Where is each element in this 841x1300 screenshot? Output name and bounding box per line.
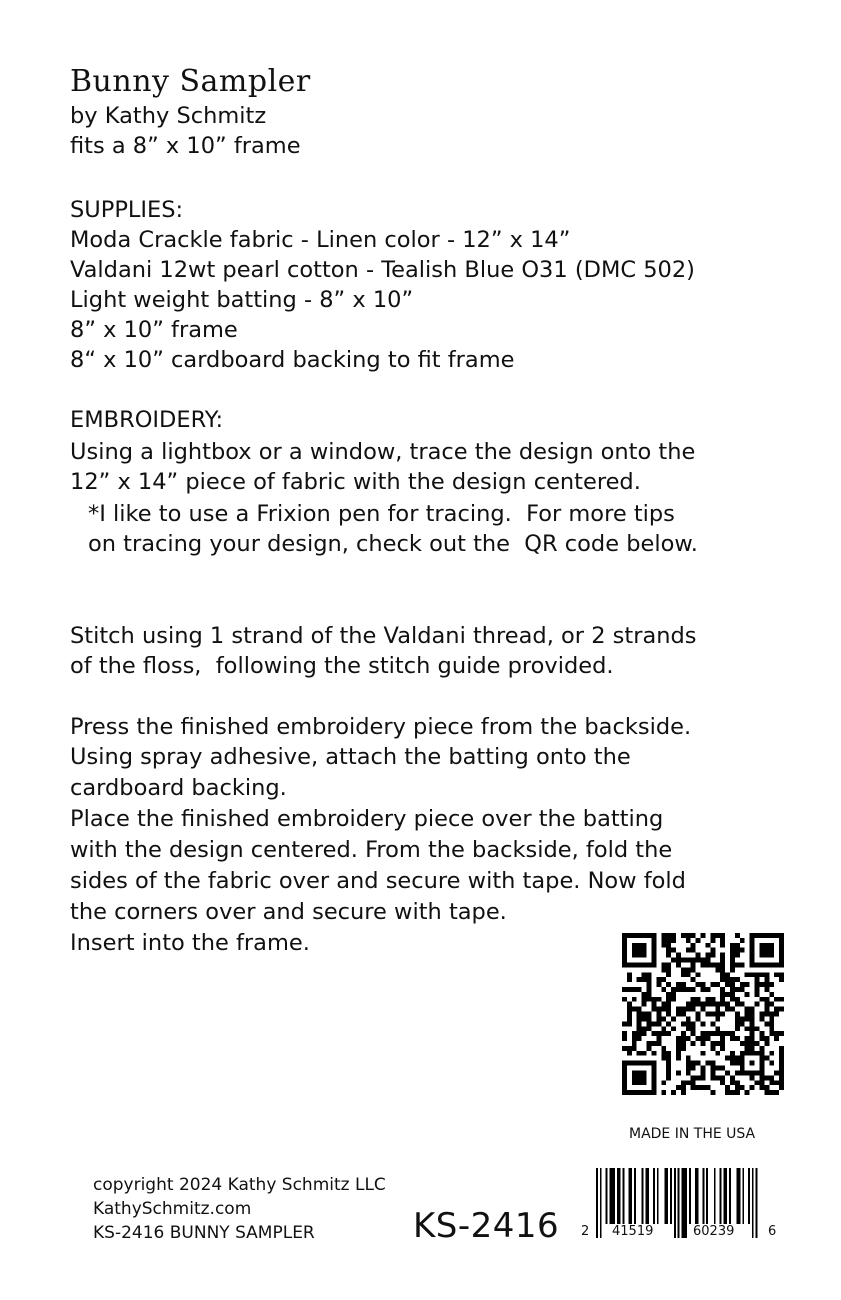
barcode-lead-digit: 2 — [581, 1224, 590, 1239]
page-title: Bunny Sampler — [70, 64, 311, 99]
copyright-line: copyright 2024 Kathy Schmitz LLC — [93, 1175, 386, 1195]
finish-line: cardboard backing. — [70, 775, 287, 801]
instruction-line: Using a lightbox or a window, trace the design onto the — [70, 439, 696, 465]
finish-line: the corners over and secure with tape. — [70, 899, 507, 925]
product-line: KS-2416 BUNNY SAMPLER — [93, 1223, 315, 1243]
barcode-group-2: 60239 — [693, 1224, 735, 1239]
website-line: KathySchmitz.com — [93, 1199, 252, 1219]
frame-size-line: fits a 8” x 10” frame — [70, 133, 301, 159]
tip-line: on tracing your design, check out the QR code below. — [88, 531, 698, 557]
finish-line: Using spray adhesive, attach the batting onto the — [70, 744, 631, 770]
finish-line: Press the finished embroidery piece from the backside. — [70, 714, 692, 740]
sku-label: KS-2416 — [413, 1206, 560, 1246]
supply-item: Moda Crackle fabric - Linen color - 12” x 14” — [70, 227, 571, 253]
finish-line: with the design centered. From the backside, fold the — [70, 837, 673, 863]
supply-item: 8” x 10” frame — [70, 317, 238, 343]
supply-item: Light weight batting - 8” x 10” — [70, 287, 414, 313]
barcode-check-digit: 6 — [768, 1224, 777, 1239]
author-line: by Kathy Schmitz — [70, 103, 267, 129]
instruction-line: 12” x 14” piece of fabric with the design centered. — [70, 469, 641, 495]
supply-item: Valdani 12wt pearl cotton - Tealish Blue O31 (DMC 502) — [70, 257, 695, 283]
supplies-heading: SUPPLIES: — [70, 197, 184, 223]
made-in-label: MADE IN THE USA — [629, 1126, 756, 1142]
qr-code[interactable] — [622, 933, 784, 1095]
supply-item: 8“ x 10” cardboard backing to fit frame — [70, 347, 515, 373]
finish-line: Place the finished embroidery piece over the batting — [70, 806, 664, 832]
tip-line: *I like to use a Frixion pen for tracing. For more tips — [88, 501, 675, 527]
stitch-line: Stitch using 1 strand of the Valdani thread, or 2 strands — [70, 623, 697, 649]
embroidery-heading: EMBROIDERY: — [70, 407, 224, 433]
finish-line: sides of the fabric over and secure with tape. Now fold — [70, 868, 686, 894]
finish-line: Insert into the frame. — [70, 930, 310, 956]
barcode-group-1: 41519 — [612, 1224, 654, 1239]
upc-barcode — [580, 1168, 780, 1248]
stitch-line: of the floss, following the stitch guide provided. — [70, 653, 614, 679]
